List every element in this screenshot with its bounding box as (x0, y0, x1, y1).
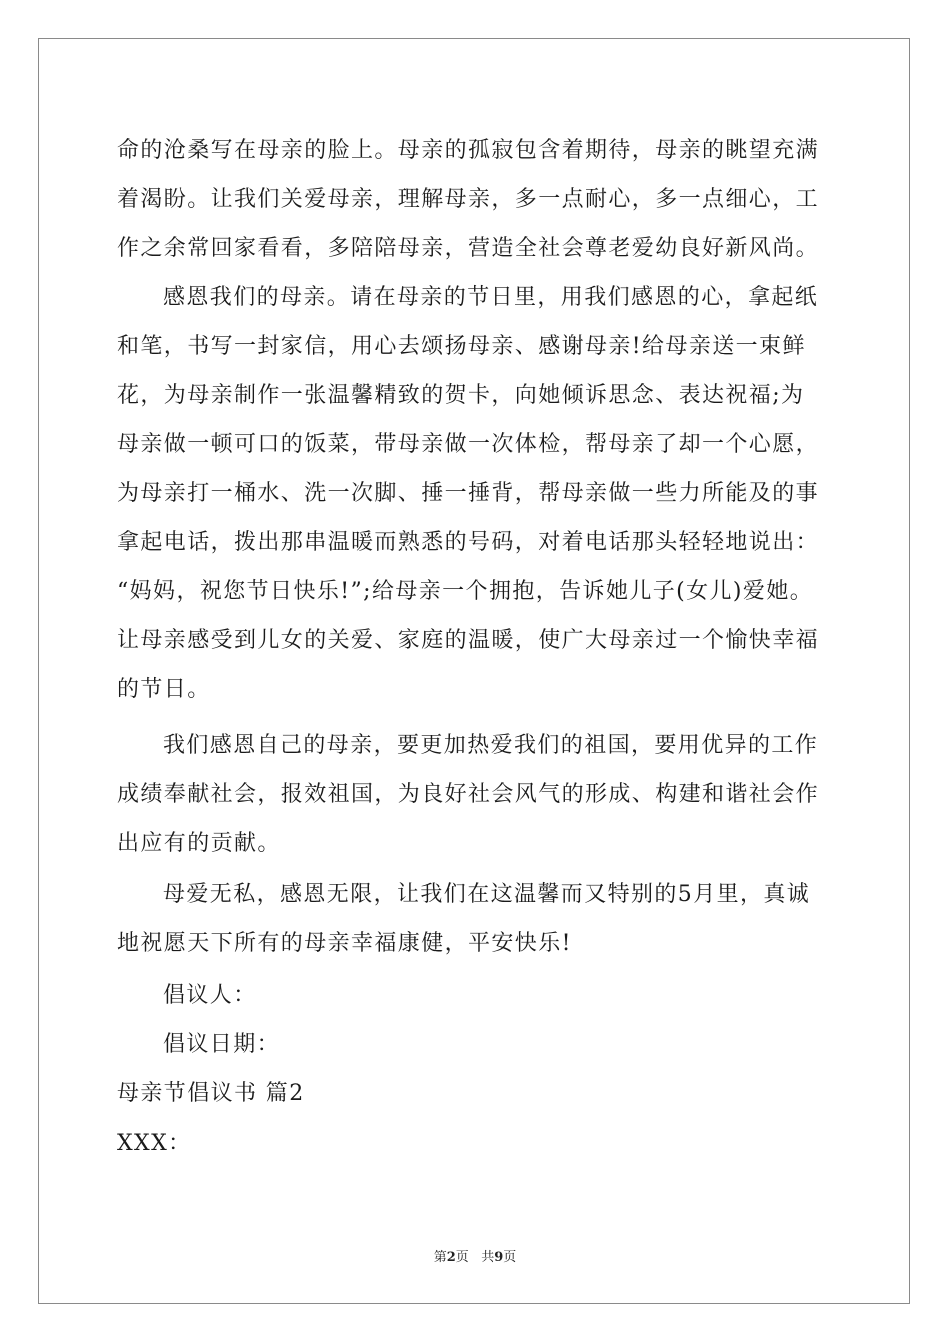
paragraph-line: 成绩奉献社会，报效祖国，为良好社会风气的形成、构建和谐社会作 (117, 782, 820, 807)
paragraph-line: 作之余常回家看看，多陪陪母亲，营造全社会尊老爱幼良好新风尚。 (117, 236, 820, 261)
paragraph-line: 为母亲打一桶水、洗一次脚、捶一捶背，帮母亲做一些力所能及的事 (117, 481, 820, 506)
paragraph-line: 母亲做一顿可口的饭菜，带母亲做一次体检，帮母亲了却一个心愿， (117, 432, 820, 457)
total-suffix: 页 (503, 1250, 517, 1265)
date-label: 倡议日期： (163, 1032, 281, 1057)
section-title: 母亲节倡议书 篇2 (117, 1081, 305, 1106)
paragraph-line: 地祝愿天下所有的母亲幸福康健，平安快乐! (117, 931, 572, 956)
paragraph-line: 让母亲感受到儿女的关爱、家庭的温暖，使广大母亲过一个愉快幸福 (117, 628, 820, 653)
total-prefix: 共 (481, 1250, 495, 1265)
page-number: 2 (446, 1250, 456, 1265)
proposer-label: 倡议人： (163, 983, 257, 1008)
paragraph-line: “妈妈，祝您节日快乐!”;给母亲一个拥抱，告诉她儿子(女儿)爱她。 (117, 579, 814, 604)
paragraph-line: 的节日。 (117, 677, 211, 702)
page-border (38, 38, 910, 1304)
total-pages: 9 (494, 1250, 504, 1265)
paragraph-line: 着渴盼。让我们关爱母亲，理解母亲，多一点耐心，多一点细心，工 (117, 187, 820, 212)
paragraph-line: 出应有的贡献。 (117, 831, 281, 856)
page-suffix: 页 (455, 1250, 469, 1265)
paragraph-line: 母爱无私，感恩无限，让我们在这温馨而又特别的5月里，真诚 (163, 882, 811, 907)
page-indicator (0, 1250, 950, 1266)
paragraph-line: 感恩我们的母亲。请在母亲的节日里，用我们感恩的心，拿起纸 (163, 285, 819, 310)
paragraph-line: 我们感恩自己的母亲，要更加热爱我们的祖国，要用优异的工作 (163, 733, 819, 758)
paragraph-line: 花，为母亲制作一张温馨精致的贺卡，向她倾诉思念、表达祝福;为 (117, 383, 805, 408)
page-prefix: 第 (433, 1250, 447, 1265)
salutation: XXX： (117, 1131, 192, 1156)
paragraph-line: 命的沧桑写在母亲的脸上。母亲的孤寂包含着期待，母亲的眺望充满 (117, 138, 820, 163)
paragraph-line: 拿起电话，拨出那串温暖而熟悉的号码，对着电话那头轻轻地说出： (117, 530, 820, 555)
paragraph-line: 和笔，书写一封家信，用心去颂扬母亲、感谢母亲!给母亲送一束鲜 (117, 334, 806, 359)
